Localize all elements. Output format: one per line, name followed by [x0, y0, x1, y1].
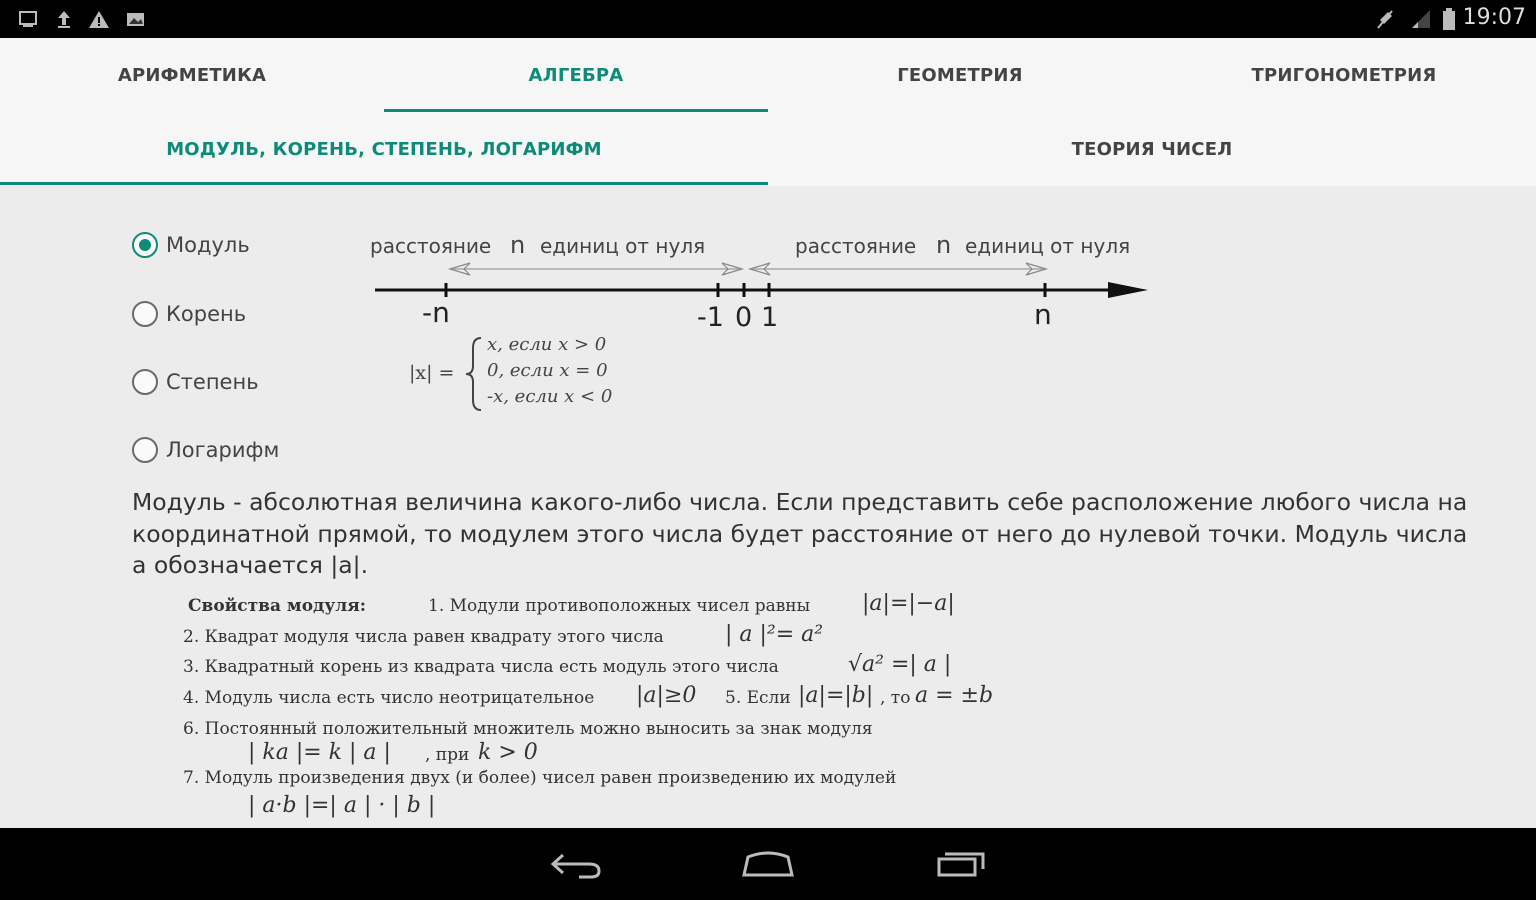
- radio-button[interactable]: [132, 437, 158, 463]
- tab-modulus-root-power-log[interactable]: МОДУЛЬ, КОРЕНЬ, СТЕПЕНЬ, ЛОГАРИФМ: [166, 138, 602, 160]
- property-7-formula: | a·b |=| a | · | b |: [248, 793, 436, 818]
- property-3-text: 3. Квадратный корень из квадрата числа есть модуль этого числа: [183, 657, 779, 677]
- tab-arithmetic[interactable]: АРИФМЕТИКА: [117, 64, 267, 86]
- option-label: Логарифм: [166, 438, 280, 462]
- brace-icon: [463, 336, 485, 412]
- option-label: Степень: [166, 370, 259, 394]
- property-5-formula-a: |a|=|b|: [798, 683, 874, 708]
- property-1-formula: |a|=|−a|: [862, 591, 955, 616]
- right-caption-prefix: расстояние: [795, 234, 917, 258]
- definition-case-zero: 0, если x = 0: [487, 360, 608, 381]
- properties-title: Свойства модуля:: [188, 596, 367, 616]
- property-4-text: 4. Модуль числа есть число неотрицательное: [183, 688, 595, 708]
- property-6-formula-b: k > 0: [478, 740, 538, 765]
- property-6-text-b: , при: [425, 745, 470, 765]
- label-zero: 0: [735, 302, 753, 333]
- property-6-text: 6. Постоянный положительный множитель можно выносить за знак модуля: [183, 719, 873, 739]
- screenshot-icon: [16, 6, 40, 32]
- option-logarithm[interactable]: [132, 433, 279, 467]
- navigation-bar: [0, 828, 1536, 900]
- property-1-text: 1. Модули противоположных чисел равны: [428, 596, 811, 616]
- active-subtab-indicator: [0, 182, 768, 185]
- clock: 19:07: [1462, 5, 1526, 30]
- back-icon[interactable]: [542, 842, 612, 886]
- property-6-formula-a: | ka |= k | a |: [248, 740, 391, 765]
- property-5-text-b: , то: [880, 688, 911, 708]
- secondary-tab-bar: [0, 112, 1536, 186]
- property-2-text: 2. Квадрат модуля числа равен квадрату этого числа: [183, 627, 664, 647]
- home-icon[interactable]: [733, 842, 803, 886]
- label-n: n: [1034, 298, 1052, 331]
- tab-algebra[interactable]: АЛГЕБРА: [528, 64, 624, 86]
- recents-icon[interactable]: [926, 842, 996, 886]
- axis-arrowhead: [1108, 282, 1148, 298]
- tab-number-theory[interactable]: ТЕОРИЯ ЧИСЕЛ: [1071, 138, 1233, 160]
- signal-icon: [1408, 6, 1434, 32]
- left-distance-arrow: [450, 263, 742, 275]
- option-power[interactable]: [132, 365, 259, 399]
- right-distance-arrow: [750, 263, 1046, 275]
- label-neg-one: -1: [697, 302, 724, 333]
- property-5-text: 5. Если: [725, 688, 791, 708]
- radio-button[interactable]: [132, 301, 158, 327]
- modulus-definition: [405, 332, 665, 412]
- property-5-formula-b: a = ±b: [915, 683, 994, 708]
- status-bar: [0, 0, 1536, 38]
- property-3-formula: √a² =| a |: [848, 652, 952, 677]
- gallery-icon: [122, 6, 148, 32]
- radio-button[interactable]: [132, 232, 158, 258]
- property-2-formula: | a |²= a²: [725, 622, 824, 647]
- number-line-diagram: [360, 222, 1160, 342]
- warning-icon: [87, 6, 111, 32]
- label-neg-n: -n: [422, 296, 450, 329]
- definition-case-negative: -x, если x < 0: [487, 386, 613, 407]
- property-7-text: 7. Модуль произведения двух (и более) чисел равен произведению их модулей: [183, 768, 897, 788]
- radio-button[interactable]: [132, 369, 158, 395]
- left-caption-n: n: [510, 231, 526, 259]
- right-caption-suffix: единиц от нуля: [965, 234, 1131, 258]
- tab-trigonometry[interactable]: ТРИГОНОМЕТРИЯ: [1251, 64, 1437, 86]
- battery-icon: [1438, 6, 1460, 32]
- right-caption-n: n: [936, 231, 952, 259]
- option-root[interactable]: [132, 297, 246, 331]
- modulus-description: Модуль - абсолютная величина какого-либо числа. Если представить себе расположение любого числа на координатной прямой, то модулем этого числа будет расстояние от него до нулевой точки. Модуль числа а обозначается |а|.: [132, 488, 1468, 579]
- definition-lhs: |x| =: [409, 362, 455, 384]
- left-caption-prefix: расстояние: [370, 234, 492, 258]
- option-label: Модуль: [166, 233, 250, 257]
- definition-case-positive: x, если x > 0: [487, 334, 607, 355]
- left-caption-suffix: единиц от нуля: [540, 234, 706, 258]
- upload-icon: [52, 6, 76, 32]
- label-one: 1: [761, 302, 779, 333]
- option-modulus[interactable]: [132, 228, 250, 262]
- property-4-formula: |a|≥0: [636, 683, 697, 708]
- option-label: Корень: [166, 302, 247, 326]
- no-signal-icon: [1372, 6, 1398, 32]
- tab-geometry[interactable]: ГЕОМЕТРИЯ: [897, 64, 1023, 86]
- primary-tab-bar: [0, 38, 1536, 112]
